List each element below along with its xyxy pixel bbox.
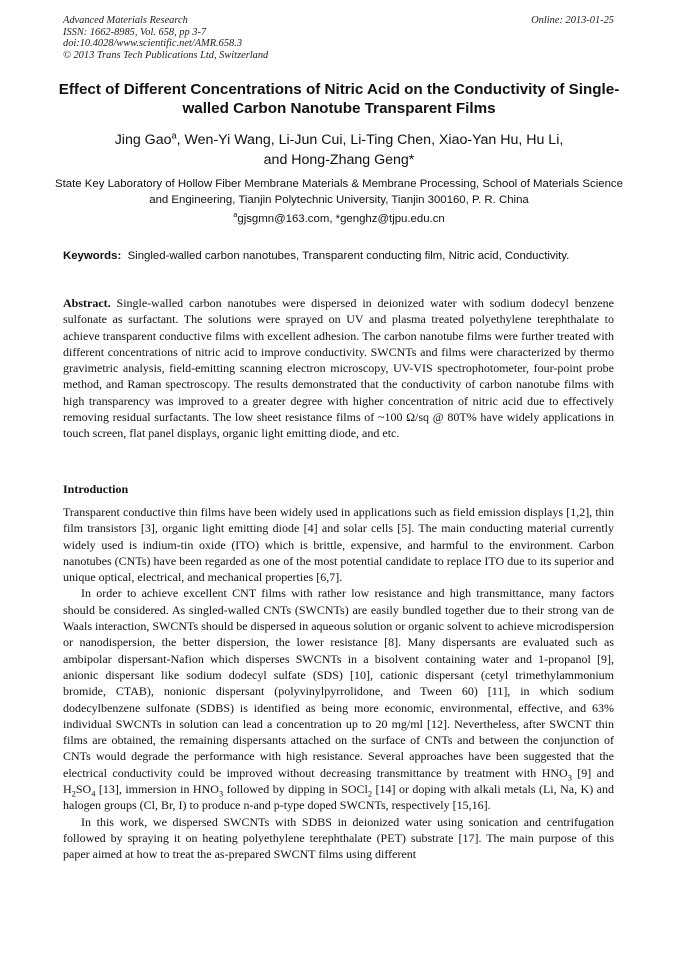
intro-p2-text: followed by dipping in SOCl [223, 782, 368, 797]
author-rest: , Wen-Yi Wang, Li-Jun Cui, Li-Ting Chen, Xiao-Yan Hu, Hu Li, [176, 132, 564, 148]
formula-sub: 4 [91, 789, 96, 799]
author-list [40, 130, 638, 170]
formula-sub: 2 [71, 789, 76, 799]
author-last: and Hong-Zhang Geng* [263, 152, 415, 168]
intro-p2-text: [13], immersion in HNO [95, 782, 219, 797]
formula-so: SO [75, 782, 92, 797]
formula-sub: 2 [367, 789, 373, 799]
abstract-label: Abstract. [63, 296, 111, 310]
intro-paragraph-2 [63, 585, 614, 813]
online-date: Online: 2013-01-25 [531, 15, 614, 26]
paper-title: Effect of Different Concentrations of Nitric Acid on the Conductivity of Single-walled Carbon Nanotube Transparent Films [58, 81, 620, 117]
introduction-body [63, 504, 614, 863]
intro-paragraph-1: Transparent conductive thin films have been widely used in applications such as field emission displays [1,2], thin film transistors [3], organic light emitting diode [4] and solar cells [5]. The main conducting material currently widely used is indium-tin oxide (ITO) which is brittle, expensive, and harmful to the environment. Carbon nanotubes (CNTs) have been regarded as one of the most potential candidate to replace ITO due to its superior and unique optical, electrical, and mechanical properties [6,7]. [63, 505, 614, 585]
keywords-text: Singled-walled carbon nanotubes, Transparent conducting film, Nitric acid, Conductivity. [127, 250, 570, 262]
affiliation: State Key Laboratory of Hollow Fiber Membrane Materials & Membrane Processing, School of Materials Science and Engineering, Tianjin Polytechnic University, Tianjin 300160, P. R. China [55, 178, 623, 206]
intro-p2-text: [9] and H [63, 765, 615, 797]
formula-sub: 3 [218, 789, 224, 799]
issn: ISSN: 1662-8985, Vol. 658, pp 3-7 [63, 26, 207, 38]
abstract-text: Single-walled carbon nanotubes were dispersed in deionized water with sodium dodecyl benzene sulfonate as surfactant. The solutions were sprayed on UV and plasma treated polyethylene terephthalate to achieve transparent conductive films with excellent adhesion. The carbon nanotube films were further treated with different concentrations of nitric acid to improve conductivity. SWCNTs and films were characterized by thermo gravimetric analysis, field-emitting scanning electron microscopy, UV-VIS spectrophotometer, four-point probe method, and Raman spectroscopy. The results demonstrated that the conductivity of carbon nanotube films with high transparency was improved to a greater degree with higher concentration of nitric acid due to effectively removing residual surfactants. The low sheet resistance films of ~100 Ω/sq @ 80T% have widely applications in touch screen, flat panel displays, organic light emitting diode, and etc. [63, 296, 615, 441]
email-line [40, 212, 638, 226]
journal-header [63, 15, 268, 61]
author-first-sup: a [171, 130, 177, 141]
email-sup: a [233, 210, 238, 220]
email-text: gjsgmn@163.com, *genghz@tjpu.edu.cn [237, 213, 445, 225]
intro-paragraph-3: In this work, we dispersed SWCNTs with SDBS in deionized water using sonication and centrifugation followed by spraying it on heating polyethylene terephthalate (PET) substrate [17]. The main purpose of this paper aimed at how to treat the as-prepared SWCNT films using different [63, 814, 614, 862]
section-heading-introduction: Introduction [63, 482, 129, 496]
copyright: © 2013 Trans Tech Publications Ltd, Switzerland [63, 49, 269, 61]
doi: doi:10.4028/www.scientific.net/AMR.658.3 [63, 38, 243, 50]
intro-p2-text: In order to achieve excellent CNT films with rather low resistance and high transmittance, many factors should be considered. As singled-walled CNTs (SWCNTs) are easily bundled together due to their strong van de Waals interaction, SWCNTs should be dispersed in aqueous solution or organic solvent to achieve microdispersion or nanodispersion, the better dispersion, the lower resistance [8]. Many dispersants are evaluated such as ambipolar dispersant-Nafion which disperses SWCNTs in a bisolvent containing water and 1-propanol [9], anionic dispersant like sodium dodecyl sulfate (SDS) [10], cationic dispersant (cetyl trimethylammonium bromide, CTAB), nonionic dispersant (polyvinylpyrrolidone, and Tween 60) [11], in which sodium dodecylbenzene sulfonate (SDBS) is identified as being more economic, environmental, effective, and 63% individual SWCNTs in solution can lead a concentration up to 20 mg/ml [12]. Nevertheless, after SWCNT thin films are obtained, the remaining dispersants attached on the surface of CNTs and between the conjunction of CNTs would degrade the performance with high resistance. Several approaches have been suggested that the electrical conductivity could be improved without decreasing transmittance by treatment with [63, 586, 614, 780]
journal-name: Advanced Materials Research [63, 15, 188, 26]
author-first: Jing Gao [114, 132, 172, 148]
formula-sub: 3 [567, 773, 572, 783]
keywords-label: Keywords: [63, 250, 122, 262]
formula-hno3: HNO [541, 765, 568, 780]
keywords [63, 249, 614, 265]
abstract [63, 295, 614, 442]
intro-p2-text: [14] or doping with alkali metals (Li, Na, K) and halogen groups (Cl, Br, I) to produce n-and p-type doped SWCNTs, respectively [15,16]. [63, 782, 615, 813]
